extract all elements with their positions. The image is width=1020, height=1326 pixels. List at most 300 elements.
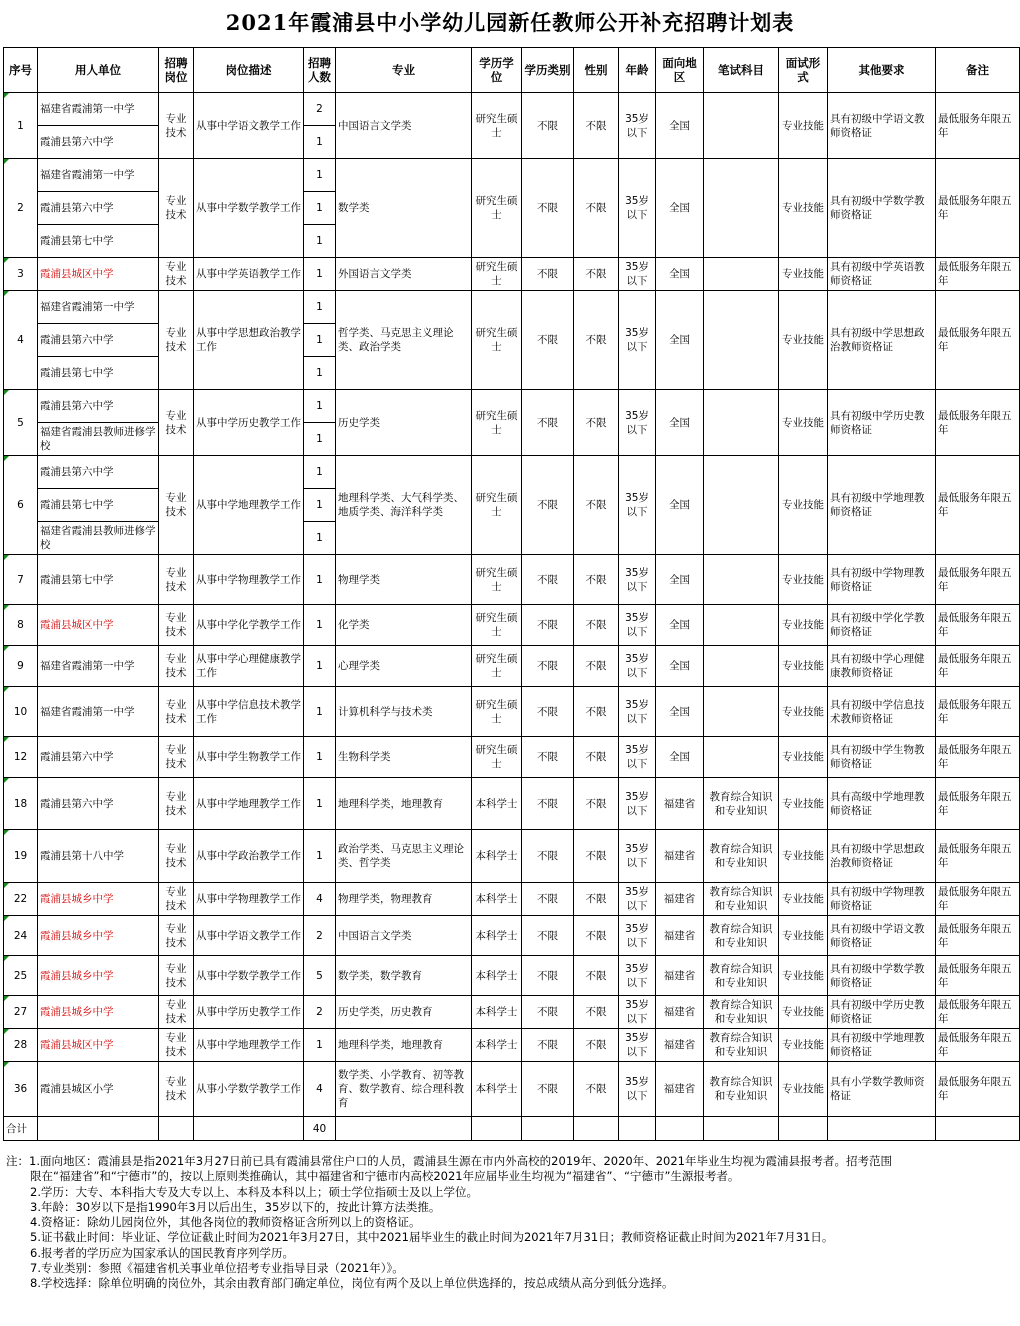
row-number: 8 <box>4 605 38 646</box>
written-exam: 教育综合知识和专业知识 <box>704 996 779 1029</box>
education-type: 不限 <box>522 390 574 456</box>
major: 哲学类、马克思主义理论类、政治学类 <box>336 291 472 390</box>
row-number: 3 <box>4 258 38 291</box>
education-type: 不限 <box>522 159 574 258</box>
post-type: 专业技术 <box>159 916 194 956</box>
column-header: 其他要求 <box>828 48 936 93</box>
region: 全国 <box>656 737 704 778</box>
other-requirements: 具有初级中学英语教师资格证 <box>828 258 936 291</box>
other-requirements: 具有初级中学数学教师资格证 <box>828 956 936 996</box>
post-description: 从事中学思想政治教学工作 <box>194 291 304 390</box>
employer-unit: 霞浦县城区小学 <box>38 1062 159 1117</box>
table-row <box>4 778 1020 830</box>
interview-form: 专业技能 <box>779 646 828 687</box>
interview-form: 专业技能 <box>779 291 828 390</box>
hire-count: 1 <box>304 737 336 778</box>
region: 福建省 <box>656 916 704 956</box>
education-degree: 研究生硕士 <box>472 93 522 159</box>
row-number: 22 <box>4 883 38 916</box>
interview-form: 专业技能 <box>779 555 828 605</box>
age: 35岁以下 <box>619 996 656 1029</box>
hire-count: 1 <box>304 1029 336 1062</box>
post-description: 从事中学信息技术教学工作 <box>194 687 304 737</box>
post-description: 从事中学心理健康教学工作 <box>194 646 304 687</box>
hire-count: 2 <box>304 93 336 126</box>
education-type: 不限 <box>522 1062 574 1117</box>
table-row <box>4 605 1020 646</box>
education-degree: 研究生硕士 <box>472 159 522 258</box>
education-type: 不限 <box>522 956 574 996</box>
gender: 不限 <box>574 883 619 916</box>
employer-unit: 福建省霞浦县教师进修学校 <box>38 522 159 555</box>
gender: 不限 <box>574 778 619 830</box>
hire-count: 1 <box>304 522 336 555</box>
hire-count: 1 <box>304 423 336 456</box>
note-line: 8.学校选择：除单位明确的岗位外，其余由教育部门确定单位，岗位有两个及以上单位供选择的，按总成绩从高分到低分选择。 <box>30 1276 674 1291</box>
region: 福建省 <box>656 956 704 996</box>
hire-count: 1 <box>304 357 336 390</box>
post-type: 专业技术 <box>159 883 194 916</box>
written-exam <box>704 93 779 159</box>
table-row <box>4 646 1020 687</box>
interview-form: 专业技能 <box>779 93 828 159</box>
region: 福建省 <box>656 883 704 916</box>
interview-form: 专业技能 <box>779 258 828 291</box>
education-degree: 研究生硕士 <box>472 555 522 605</box>
education-degree: 研究生硕士 <box>472 737 522 778</box>
table-row <box>4 159 1020 192</box>
interview-form: 专业技能 <box>779 687 828 737</box>
other-requirements: 具有小学数学教师资格证 <box>828 1062 936 1117</box>
education-type: 不限 <box>522 605 574 646</box>
region: 全国 <box>656 456 704 555</box>
table-row <box>4 258 1020 291</box>
remarks: 最低服务年限五年 <box>936 916 1020 956</box>
region: 全国 <box>656 555 704 605</box>
education-type: 不限 <box>522 93 574 159</box>
empty-cell <box>522 1117 574 1141</box>
other-requirements: 具有初级中学历史教师资格证 <box>828 996 936 1029</box>
post-type: 专业技术 <box>159 93 194 159</box>
column-header: 招聘岗位 <box>159 48 194 93</box>
hire-count: 1 <box>304 258 336 291</box>
age: 35岁以下 <box>619 646 656 687</box>
table-row <box>4 956 1020 996</box>
row-number: 9 <box>4 646 38 687</box>
education-type: 不限 <box>522 555 574 605</box>
empty-cell <box>159 1117 194 1141</box>
post-description: 从事中学数学教学工作 <box>194 956 304 996</box>
hire-count: 1 <box>304 159 336 192</box>
row-number: 27 <box>4 996 38 1029</box>
region: 全国 <box>656 687 704 737</box>
post-type: 专业技术 <box>159 687 194 737</box>
education-type: 不限 <box>522 883 574 916</box>
post-description: 从事中学数学教学工作 <box>194 159 304 258</box>
written-exam <box>704 646 779 687</box>
empty-cell <box>704 1117 779 1141</box>
written-exam <box>704 291 779 390</box>
table-row <box>4 555 1020 605</box>
interview-form: 专业技能 <box>779 778 828 830</box>
hire-count: 4 <box>304 1062 336 1117</box>
column-header: 性别 <box>574 48 619 93</box>
employer-unit: 霞浦县城区中学 <box>38 605 159 646</box>
other-requirements: 具有初级中学语文教师资格证 <box>828 93 936 159</box>
empty-cell <box>656 1117 704 1141</box>
education-degree: 研究生硕士 <box>472 687 522 737</box>
interview-form: 专业技能 <box>779 1062 828 1117</box>
interview-form: 专业技能 <box>779 737 828 778</box>
region: 全国 <box>656 93 704 159</box>
written-exam: 教育综合知识和专业知识 <box>704 883 779 916</box>
employer-unit: 霞浦县城乡中学 <box>38 916 159 956</box>
interview-form: 专业技能 <box>779 916 828 956</box>
written-exam <box>704 159 779 258</box>
region: 福建省 <box>656 778 704 830</box>
interview-form: 专业技能 <box>779 830 828 883</box>
row-number: 5 <box>4 390 38 456</box>
hire-count: 1 <box>304 646 336 687</box>
gender: 不限 <box>574 159 619 258</box>
written-exam <box>704 390 779 456</box>
interview-form: 专业技能 <box>779 1029 828 1062</box>
employer-unit: 霞浦县第六中学 <box>38 126 159 159</box>
age: 35岁以下 <box>619 956 656 996</box>
education-degree: 本科学士 <box>472 996 522 1029</box>
note-line: 3.年龄：30岁以下是指1990年3月以后出生，35岁以下的，按此计算方法类推。 <box>30 1199 441 1214</box>
post-type: 专业技术 <box>159 291 194 390</box>
major: 政治学类、马克思主义理论类、哲学类 <box>336 830 472 883</box>
major: 地理科学类、大气科学类、地质学类、海洋科学类 <box>336 456 472 555</box>
post-type: 专业技术 <box>159 996 194 1029</box>
table-row <box>4 687 1020 737</box>
interview-form: 专业技能 <box>779 159 828 258</box>
written-exam: 教育综合知识和专业知识 <box>704 1029 779 1062</box>
employer-unit: 霞浦县城乡中学 <box>38 996 159 1029</box>
employer-unit: 霞浦县第七中学 <box>38 225 159 258</box>
hire-count: 1 <box>304 126 336 159</box>
hire-count: 2 <box>304 916 336 956</box>
note-line: 限在“福建省”和“宁德市”的，按以上原则类推确认，其中福建省和宁德市内高校2021年应届毕业生均视为“福建省”、“宁德市”生源报考者。 <box>30 1169 740 1184</box>
education-type: 不限 <box>522 291 574 390</box>
other-requirements: 具有初级中学语文教师资格证 <box>828 916 936 956</box>
education-degree: 本科学士 <box>472 1062 522 1117</box>
column-header: 年龄 <box>619 48 656 93</box>
row-number: 10 <box>4 687 38 737</box>
remarks: 最低服务年限五年 <box>936 390 1020 456</box>
empty-cell <box>779 1117 828 1141</box>
column-header: 面试形式 <box>779 48 828 93</box>
empty-cell <box>194 1117 304 1141</box>
row-number: 24 <box>4 916 38 956</box>
age: 35岁以下 <box>619 258 656 291</box>
region: 福建省 <box>656 996 704 1029</box>
table-row <box>4 737 1020 778</box>
hire-count: 1 <box>304 489 336 522</box>
major: 中国语言文学类 <box>336 93 472 159</box>
written-exam: 教育综合知识和专业知识 <box>704 916 779 956</box>
row-number: 36 <box>4 1062 38 1117</box>
major: 地理科学类，地理教育 <box>336 1029 472 1062</box>
remarks: 最低服务年限五年 <box>936 456 1020 555</box>
gender: 不限 <box>574 605 619 646</box>
other-requirements: 具有初级中学信息技术教师资格证 <box>828 687 936 737</box>
hire-count: 1 <box>304 687 336 737</box>
major: 中国语言文学类 <box>336 916 472 956</box>
total-count: 40 <box>304 1117 336 1141</box>
remarks: 最低服务年限五年 <box>936 737 1020 778</box>
hire-count: 5 <box>304 956 336 996</box>
written-exam <box>704 555 779 605</box>
post-description: 从事中学历史教学工作 <box>194 390 304 456</box>
education-type: 不限 <box>522 996 574 1029</box>
education-degree: 本科学士 <box>472 956 522 996</box>
remarks: 最低服务年限五年 <box>936 687 1020 737</box>
education-degree: 研究生硕士 <box>472 456 522 555</box>
table-header-row <box>4 48 1020 93</box>
row-number: 28 <box>4 1029 38 1062</box>
column-header: 备注 <box>936 48 1020 93</box>
total-label: 合计 <box>4 1117 38 1141</box>
interview-form: 专业技能 <box>779 996 828 1029</box>
hire-count: 1 <box>304 192 336 225</box>
note-line: 注：1.面向地区：霞浦县是指2021年3月27日前已具有霞浦县常住户口的人员，霞浦县生源在市内外高校的2019年、2020年、2021年毕业生均视为霞浦县报考者。招考范围 <box>6 1154 892 1168</box>
age: 35岁以下 <box>619 737 656 778</box>
major: 外国语言文学类 <box>336 258 472 291</box>
gender: 不限 <box>574 996 619 1029</box>
other-requirements: 具有初级中学心理健康教师资格证 <box>828 646 936 687</box>
written-exam: 教育综合知识和专业知识 <box>704 1062 779 1117</box>
major: 地理科学类，地理教育 <box>336 778 472 830</box>
major: 心理学类 <box>336 646 472 687</box>
gender: 不限 <box>574 291 619 390</box>
remarks: 最低服务年限五年 <box>936 159 1020 258</box>
region: 全国 <box>656 258 704 291</box>
table-row <box>4 390 1020 423</box>
age: 35岁以下 <box>619 555 656 605</box>
post-type: 专业技术 <box>159 456 194 555</box>
remarks: 最低服务年限五年 <box>936 996 1020 1029</box>
education-type: 不限 <box>522 916 574 956</box>
post-type: 专业技术 <box>159 778 194 830</box>
interview-form: 专业技能 <box>779 883 828 916</box>
page-title: 2021年霞浦县中小学幼儿园新任教师公开补充招聘计划表 <box>225 10 795 35</box>
gender: 不限 <box>574 1029 619 1062</box>
column-header: 岗位描述 <box>194 48 304 93</box>
education-type: 不限 <box>522 258 574 291</box>
post-type: 专业技术 <box>159 258 194 291</box>
table-row <box>4 883 1020 916</box>
column-header: 面向地区 <box>656 48 704 93</box>
age: 35岁以下 <box>619 916 656 956</box>
education-degree: 研究生硕士 <box>472 646 522 687</box>
recruitment-plan-table <box>3 47 1020 1141</box>
note-line: 7.专业类别：参照《福建省机关事业单位招考专业指导目录（2021年）》。 <box>30 1261 404 1276</box>
hire-count: 1 <box>304 324 336 357</box>
row-number: 2 <box>4 159 38 258</box>
major: 数学类，数学教育 <box>336 956 472 996</box>
post-description: 从事小学数学教学工作 <box>194 1062 304 1117</box>
region: 全国 <box>656 605 704 646</box>
row-number: 6 <box>4 456 38 555</box>
employer-unit: 霞浦县第六中学 <box>38 390 159 423</box>
post-description: 从事中学语文教学工作 <box>194 93 304 159</box>
remarks: 最低服务年限五年 <box>936 646 1020 687</box>
education-type: 不限 <box>522 830 574 883</box>
written-exam: 教育综合知识和专业知识 <box>704 956 779 996</box>
written-exam <box>704 456 779 555</box>
post-description: 从事中学语文教学工作 <box>194 916 304 956</box>
column-header: 笔试科目 <box>704 48 779 93</box>
region: 福建省 <box>656 830 704 883</box>
gender: 不限 <box>574 830 619 883</box>
post-description: 从事中学历史教学工作 <box>194 996 304 1029</box>
other-requirements: 具有初级中学数学教师资格证 <box>828 159 936 258</box>
other-requirements: 具有初级中学物理教师资格证 <box>828 883 936 916</box>
other-requirements: 具有初级中学地理教师资格证 <box>828 1029 936 1062</box>
employer-unit: 霞浦县城区中学 <box>38 258 159 291</box>
empty-cell <box>38 1117 159 1141</box>
post-type: 专业技术 <box>159 555 194 605</box>
major: 数学类 <box>336 159 472 258</box>
table-row <box>4 291 1020 324</box>
written-exam <box>704 737 779 778</box>
hire-count: 1 <box>304 605 336 646</box>
written-exam <box>704 258 779 291</box>
hire-count: 1 <box>304 225 336 258</box>
post-description: 从事中学物理教学工作 <box>194 555 304 605</box>
employer-unit: 霞浦县城乡中学 <box>38 883 159 916</box>
gender: 不限 <box>574 390 619 456</box>
age: 35岁以下 <box>619 159 656 258</box>
employer-unit: 霞浦县第十八中学 <box>38 830 159 883</box>
region: 福建省 <box>656 1062 704 1117</box>
region: 全国 <box>656 291 704 390</box>
employer-unit: 霞浦县第六中学 <box>38 778 159 830</box>
employer-unit: 霞浦县第六中学 <box>38 737 159 778</box>
employer-unit: 福建省霞浦县教师进修学校 <box>38 423 159 456</box>
written-exam <box>704 687 779 737</box>
employer-unit: 霞浦县第六中学 <box>38 456 159 489</box>
note-line: 4.资格证：除幼儿园岗位外，其他各岗位的教师资格证含所列以上的资格证。 <box>30 1215 421 1230</box>
hire-count: 4 <box>304 883 336 916</box>
education-type: 不限 <box>522 456 574 555</box>
age: 35岁以下 <box>619 687 656 737</box>
gender: 不限 <box>574 737 619 778</box>
gender: 不限 <box>574 687 619 737</box>
other-requirements: 具有初级中学地理教师资格证 <box>828 456 936 555</box>
other-requirements: 具有初级中学思想政治教师资格证 <box>828 291 936 390</box>
major: 化学类 <box>336 605 472 646</box>
column-header: 序号 <box>4 48 38 93</box>
column-header: 招聘人数 <box>304 48 336 93</box>
row-number: 19 <box>4 830 38 883</box>
other-requirements: 具有高级中学地理教师资格证 <box>828 778 936 830</box>
employer-unit: 福建省霞浦第一中学 <box>38 291 159 324</box>
post-description: 从事中学政治教学工作 <box>194 830 304 883</box>
row-number: 18 <box>4 778 38 830</box>
post-type: 专业技术 <box>159 737 194 778</box>
post-description: 从事中学地理教学工作 <box>194 1029 304 1062</box>
empty-cell <box>472 1117 522 1141</box>
column-header: 专业 <box>336 48 472 93</box>
post-description: 从事中学物理教学工作 <box>194 883 304 916</box>
table-row <box>4 830 1020 883</box>
remarks: 最低服务年限五年 <box>936 258 1020 291</box>
education-type: 不限 <box>522 646 574 687</box>
empty-cell <box>936 1117 1020 1141</box>
employer-unit: 霞浦县第七中学 <box>38 357 159 390</box>
row-number: 4 <box>4 291 38 390</box>
other-requirements: 具有初级中学生物教师资格证 <box>828 737 936 778</box>
post-type: 专业技术 <box>159 390 194 456</box>
hire-count: 1 <box>304 456 336 489</box>
age: 35岁以下 <box>619 1029 656 1062</box>
age: 35岁以下 <box>619 605 656 646</box>
major: 物理学类，物理教育 <box>336 883 472 916</box>
note-line: 2.学历：大专、本科指大专及大专以上、本科及本科以上；硕士学位指硕士及以上学位。 <box>30 1184 478 1199</box>
major: 物理学类 <box>336 555 472 605</box>
age: 35岁以下 <box>619 1062 656 1117</box>
gender: 不限 <box>574 916 619 956</box>
region: 全国 <box>656 159 704 258</box>
notes-section <box>6 1154 1012 1292</box>
column-header: 用人单位 <box>38 48 159 93</box>
interview-form: 专业技能 <box>779 956 828 996</box>
post-type: 专业技术 <box>159 159 194 258</box>
other-requirements: 具有初级中学历史教师资格证 <box>828 390 936 456</box>
education-type: 不限 <box>522 737 574 778</box>
remarks: 最低服务年限五年 <box>936 93 1020 159</box>
interview-form: 专业技能 <box>779 605 828 646</box>
employer-unit: 霞浦县第六中学 <box>38 324 159 357</box>
column-header: 学历类别 <box>522 48 574 93</box>
row-number: 1 <box>4 93 38 159</box>
other-requirements: 具有初级中学物理教师资格证 <box>828 555 936 605</box>
gender: 不限 <box>574 93 619 159</box>
hire-count: 1 <box>304 778 336 830</box>
table-row <box>4 456 1020 489</box>
post-type: 专业技术 <box>159 1062 194 1117</box>
gender: 不限 <box>574 456 619 555</box>
employer-unit: 霞浦县第七中学 <box>38 489 159 522</box>
post-description: 从事中学英语教学工作 <box>194 258 304 291</box>
post-type: 专业技术 <box>159 830 194 883</box>
education-degree: 本科学士 <box>472 1029 522 1062</box>
gender: 不限 <box>574 646 619 687</box>
employer-unit: 霞浦县城乡中学 <box>38 956 159 996</box>
major: 计算机科学与技术类 <box>336 687 472 737</box>
remarks: 最低服务年限五年 <box>936 1029 1020 1062</box>
other-requirements: 具有初级中学思想政治教师资格证 <box>828 830 936 883</box>
education-degree: 本科学士 <box>472 916 522 956</box>
gender: 不限 <box>574 555 619 605</box>
post-type: 专业技术 <box>159 1029 194 1062</box>
hire-count: 1 <box>304 291 336 324</box>
post-description: 从事中学地理教学工作 <box>194 778 304 830</box>
age: 35岁以下 <box>619 390 656 456</box>
remarks: 最低服务年限五年 <box>936 605 1020 646</box>
remarks: 最低服务年限五年 <box>936 1062 1020 1117</box>
region: 全国 <box>656 390 704 456</box>
gender: 不限 <box>574 956 619 996</box>
employer-unit: 福建省霞浦第一中学 <box>38 646 159 687</box>
post-type: 专业技术 <box>159 646 194 687</box>
major: 生物科学类 <box>336 737 472 778</box>
employer-unit: 福建省霞浦第一中学 <box>38 687 159 737</box>
note-line: 5.证书截止时间：毕业证、学位证截止时间为2021年3月27日，其中2021届毕业生的截止时间为2021年7月31日；教师资格证截止时间为2021年7月31日。 <box>30 1230 834 1245</box>
